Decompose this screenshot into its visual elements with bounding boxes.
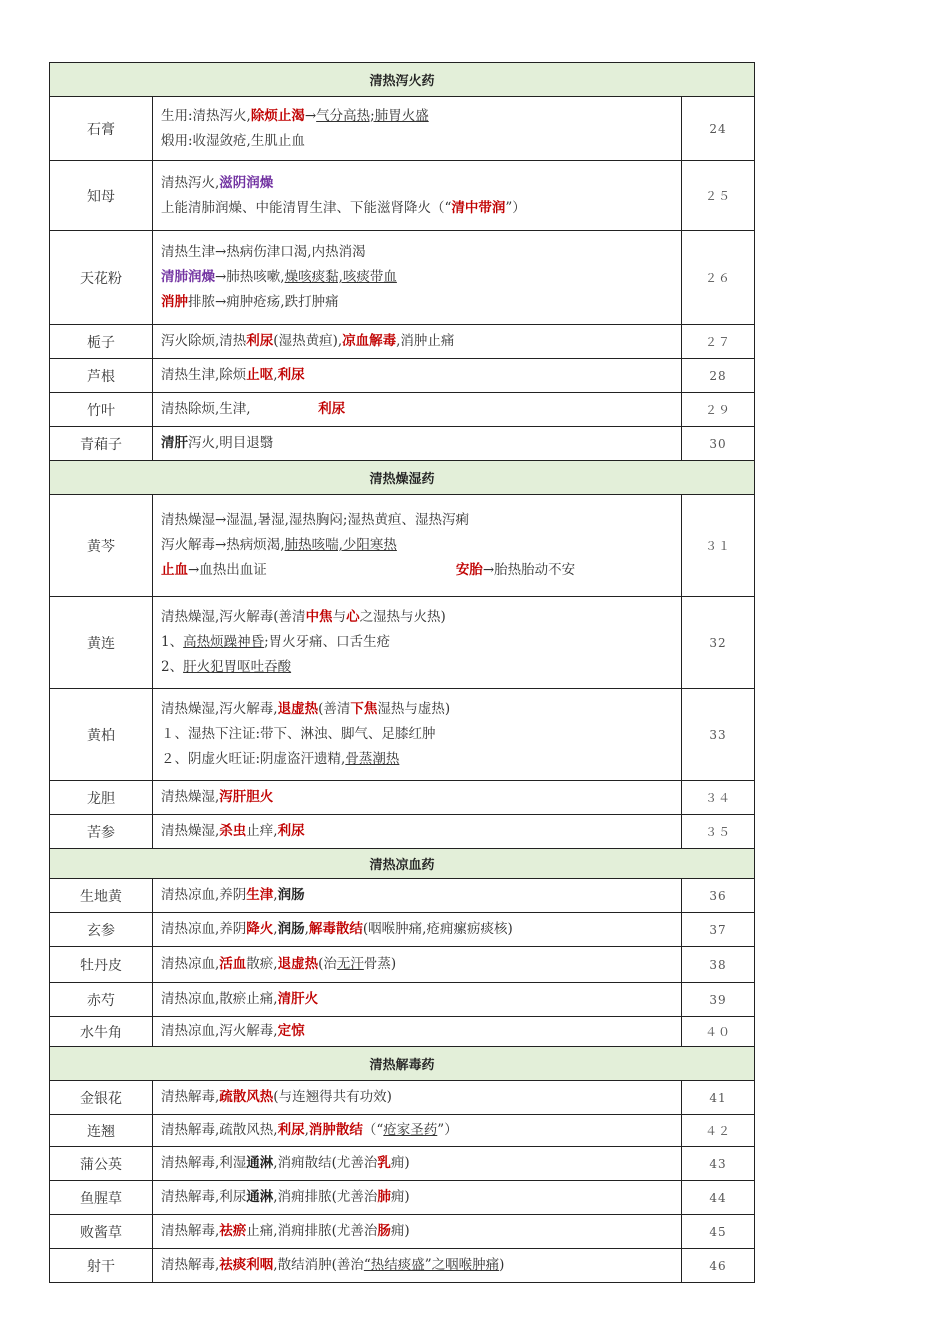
text-segment: ,散结消肿(善治 xyxy=(273,1257,364,1273)
herb-description xyxy=(153,913,682,947)
text-segment: （“ xyxy=(362,1122,384,1138)
highlight-text: 解毒散结 xyxy=(308,921,363,937)
text-segment: 清热解毒,利尿 xyxy=(161,1189,247,1205)
highlight-text: 祛痰利咽 xyxy=(219,1257,274,1273)
page-number: ４２ xyxy=(682,1115,755,1147)
text-segment: 润肠 xyxy=(277,887,305,903)
text-segment: ,消痈排脓(尤善治 xyxy=(273,1189,378,1205)
text-segment: , xyxy=(273,367,278,383)
herb-row xyxy=(50,427,755,461)
description-line xyxy=(161,1019,673,1044)
highlight-text: 降火 xyxy=(246,921,274,937)
herb-row xyxy=(50,97,755,161)
herb-description xyxy=(153,1215,682,1249)
text-segment: 痈) xyxy=(390,1155,410,1171)
herb-description xyxy=(153,1249,682,1283)
text-segment: 上能清肺润燥、中能清胃生津、下能滋肾降火（“ xyxy=(161,199,452,216)
herb-description xyxy=(153,1147,682,1181)
text-segment: 骨蒸) xyxy=(363,956,397,972)
highlight-text: 除烦止渴 xyxy=(250,107,305,124)
page-number: ２９ xyxy=(682,393,755,427)
page-number: ３１ xyxy=(682,495,755,597)
underlined-text: 肝火犯胃呕吐吞酸 xyxy=(183,659,292,675)
page-number: ２６ xyxy=(682,231,755,325)
herb-name: 青葙子 xyxy=(50,427,153,461)
page-number: 32 xyxy=(682,597,755,689)
section-header xyxy=(50,1047,755,1081)
page-number: 41 xyxy=(682,1081,755,1115)
herb-row xyxy=(50,1215,755,1249)
herb-name: 黄芩 xyxy=(50,495,153,597)
herb-row xyxy=(50,393,755,427)
highlight-text: 利尿 xyxy=(246,333,274,349)
herb-description xyxy=(153,879,682,913)
text-segment: 清热泻火, xyxy=(161,174,220,191)
text-segment: 止痒, xyxy=(246,823,278,839)
herb-description xyxy=(153,97,682,161)
page-number: ４０ xyxy=(682,1017,755,1047)
description-line xyxy=(161,104,673,129)
description-line xyxy=(161,290,673,315)
text-segment: 清热燥湿, xyxy=(161,823,220,839)
description-line xyxy=(161,697,673,722)
herb-description xyxy=(153,393,682,427)
herb-row xyxy=(50,815,755,849)
description-line xyxy=(161,722,673,747)
highlight-text: 凉血解毒 xyxy=(342,333,397,349)
herb-row xyxy=(50,1181,755,1215)
page-number: 39 xyxy=(682,983,755,1017)
herb-row xyxy=(50,1249,755,1283)
underlined-text: 骨蒸潮热 xyxy=(345,751,400,767)
text-segment: , xyxy=(304,1122,309,1138)
highlight-text: 利尿 xyxy=(277,367,305,383)
herb-row xyxy=(50,231,755,325)
page-number: ２７ xyxy=(682,325,755,359)
herb-row xyxy=(50,879,755,913)
description-line xyxy=(161,987,673,1012)
text-segment: →胎热胎动不安 xyxy=(482,562,576,578)
description-line xyxy=(161,508,673,533)
page-number: 43 xyxy=(682,1147,755,1181)
description-line xyxy=(161,1253,673,1278)
section-title: 清热解毒药 xyxy=(50,1047,755,1081)
herb-row xyxy=(50,1081,755,1115)
underlined-text: 肺热咳喘,少阳寒热 xyxy=(284,537,397,553)
text-segment: →肺热咳嗽, xyxy=(215,269,285,285)
highlight-text: 乳 xyxy=(377,1155,391,1171)
herb-name: 竹叶 xyxy=(50,393,153,427)
page-number: ３５ xyxy=(682,815,755,849)
description-line xyxy=(161,1118,673,1143)
highlight-text: 退虚热 xyxy=(277,956,319,972)
highlight-text: 下焦 xyxy=(350,701,378,717)
text-segment: 清热解毒,利湿 xyxy=(161,1155,247,1171)
text-segment: 清肝 xyxy=(161,435,188,451)
description-line xyxy=(161,819,673,844)
herb-description xyxy=(153,815,682,849)
highlight-text: 泻肝胆火 xyxy=(219,789,274,805)
herb-description xyxy=(153,597,682,689)
text-segment: ,消痈散结(尤善治 xyxy=(273,1155,378,1171)
description-line xyxy=(161,1085,673,1110)
page-number: 46 xyxy=(682,1249,755,1283)
text-segment: ２、阴虚火旺证:阴虚盗汗遗精, xyxy=(161,751,346,767)
text-segment: (咽喉肿痛,疮痈瘰疬痰核) xyxy=(362,921,513,937)
herb-name: 黄柏 xyxy=(50,689,153,781)
section-header xyxy=(50,461,755,495)
herb-description xyxy=(153,947,682,983)
text-segment: (治 xyxy=(318,956,337,972)
herb-row xyxy=(50,1017,755,1047)
herb-description xyxy=(153,1017,682,1047)
page-number: 44 xyxy=(682,1181,755,1215)
herb-name: 苦参 xyxy=(50,815,153,849)
herb-name: 栀子 xyxy=(50,325,153,359)
highlight-text: 心 xyxy=(346,609,360,625)
description-line xyxy=(161,363,673,388)
page-number: ３４ xyxy=(682,781,755,815)
herb-table xyxy=(49,62,755,1283)
text-segment: (善清 xyxy=(318,701,351,717)
section-title: 清热泻火药 xyxy=(50,63,755,97)
text-segment: ”） xyxy=(505,199,526,216)
herb-name: 牡丹皮 xyxy=(50,947,153,983)
description-line xyxy=(161,1151,673,1176)
page-number: 36 xyxy=(682,879,755,913)
highlight-text: 定惊 xyxy=(277,1023,305,1039)
text-segment: 清热凉血,散瘀止痛, xyxy=(161,991,278,1007)
text-segment: →血热出血证 xyxy=(188,562,456,578)
herb-name: 连翘 xyxy=(50,1115,153,1147)
text-segment: 之湿热与火热) xyxy=(359,609,446,625)
text-segment: 痈) xyxy=(390,1223,410,1239)
herb-row xyxy=(50,325,755,359)
description-line xyxy=(161,533,673,558)
highlight-text: 消肿散结 xyxy=(308,1122,363,1138)
text-segment: 清热解毒, xyxy=(161,1089,220,1105)
herb-name: 赤芍 xyxy=(50,983,153,1017)
herb-description xyxy=(153,1181,682,1215)
description-line xyxy=(161,630,673,655)
description-line xyxy=(161,1185,673,1210)
text-segment: ”） xyxy=(437,1122,458,1138)
text-segment: 清热解毒, xyxy=(161,1257,220,1273)
herb-description xyxy=(153,689,682,781)
text-segment: 清热凉血, xyxy=(161,956,220,972)
underlined-text: “热结痰盛”之咽喉肿痛 xyxy=(363,1257,500,1273)
herb-name: 龙胆 xyxy=(50,781,153,815)
text-segment: 清热除烦,生津, xyxy=(161,401,319,417)
herb-description xyxy=(153,359,682,393)
highlight-text: 生津 xyxy=(246,887,274,903)
description-line xyxy=(161,240,673,265)
description-line xyxy=(161,171,673,196)
text-segment: 清热凉血,养阴 xyxy=(161,921,247,937)
description-line xyxy=(161,605,673,630)
herb-row xyxy=(50,983,755,1017)
text-segment: 清热解毒,疏散风热, xyxy=(161,1122,278,1138)
herb-name: 玄参 xyxy=(50,913,153,947)
herb-name: 知母 xyxy=(50,161,153,231)
herb-name: 鱼腥草 xyxy=(50,1181,153,1215)
text-segment: , xyxy=(273,887,278,903)
text-segment: 通淋 xyxy=(246,1155,274,1171)
page-number: 45 xyxy=(682,1215,755,1249)
text-segment: 生用:清热泻火, xyxy=(161,107,251,124)
text-segment: 清热燥湿→湿温,暑湿,湿热胸闷;湿热黄疸、湿热泻痢 xyxy=(161,512,469,528)
highlight-text: 止血 xyxy=(161,562,188,578)
herb-name: 射干 xyxy=(50,1249,153,1283)
highlight-text: 杀虫 xyxy=(219,823,247,839)
text-segment: 湿热与虚热) xyxy=(377,701,451,717)
text-segment: 煅用:收湿敛疮,生肌止血 xyxy=(161,132,305,149)
herb-row xyxy=(50,597,755,689)
herb-description xyxy=(153,325,682,359)
herb-description xyxy=(153,495,682,597)
herb-row xyxy=(50,161,755,231)
page-number: 24 xyxy=(682,97,755,161)
herb-description xyxy=(153,983,682,1017)
highlight-text: 肺 xyxy=(377,1189,391,1205)
herb-name: 金银花 xyxy=(50,1081,153,1115)
herb-row xyxy=(50,359,755,393)
page-number: 30 xyxy=(682,427,755,461)
herb-description xyxy=(153,1115,682,1147)
herb-name: 芦根 xyxy=(50,359,153,393)
herb-description xyxy=(153,1081,682,1115)
text-segment: 清热凉血,泻火解毒, xyxy=(161,1023,278,1039)
text-segment: 泻火,明目退翳 xyxy=(188,435,274,451)
text-segment: 泻火解毒→热病烦渴, xyxy=(161,537,285,553)
herb-description xyxy=(153,231,682,325)
description-line xyxy=(161,747,673,772)
underlined-text: 疮家圣药 xyxy=(383,1122,438,1138)
page-number: ２５ xyxy=(682,161,755,231)
text-segment: 清热燥湿,泻火解毒(善清 xyxy=(161,609,306,625)
page-number: 33 xyxy=(682,689,755,781)
highlight-text: 清肝火 xyxy=(277,991,319,1007)
text-segment: 清热凉血,养阴 xyxy=(161,887,247,903)
herb-description xyxy=(153,781,682,815)
highlight-text: 消肿 xyxy=(161,294,188,310)
underlined-text: 燥咳痰黏,咳痰带血 xyxy=(284,269,397,285)
herb-name: 败酱草 xyxy=(50,1215,153,1249)
text-segment: 清热燥湿, xyxy=(161,789,220,805)
text-segment: 清热燥湿,泻火解毒, xyxy=(161,701,278,717)
description-line xyxy=(161,1219,673,1244)
page-number: 38 xyxy=(682,947,755,983)
highlight-text: 清中带润 xyxy=(451,199,506,216)
text-segment: (湿热黄疸), xyxy=(273,333,343,349)
highlight-text: 疏散风热 xyxy=(219,1089,274,1105)
highlight-text: 利尿 xyxy=(277,1122,305,1138)
section-header xyxy=(50,849,755,879)
text-segment: 止痛,消痈排脓(尤善治 xyxy=(246,1223,378,1239)
page-number: 37 xyxy=(682,913,755,947)
herb-row xyxy=(50,689,755,781)
section-header xyxy=(50,63,755,97)
text-segment: 泻火除烦,清热 xyxy=(161,333,247,349)
highlight-text: 利尿 xyxy=(277,823,305,839)
text-segment: 通淋 xyxy=(246,1189,274,1205)
highlight-text: 利尿 xyxy=(318,401,346,417)
text-segment: １、湿热下注证:带下、淋浊、脚气、足膝红肿 xyxy=(161,726,436,742)
highlight-text: 退虚热 xyxy=(277,701,319,717)
text-segment: ) xyxy=(499,1257,505,1273)
herb-row xyxy=(50,947,755,983)
highlight-text: 止呕 xyxy=(246,367,274,383)
herb-description xyxy=(153,427,682,461)
herb-row xyxy=(50,913,755,947)
description-line xyxy=(161,129,673,154)
text-segment: 清肺润燥 xyxy=(161,269,215,285)
text-segment: , xyxy=(304,921,309,937)
description-line xyxy=(161,196,673,221)
description-line xyxy=(161,917,673,942)
text-segment: , xyxy=(273,921,278,937)
herb-name: 天花粉 xyxy=(50,231,153,325)
text-segment: ;胃火牙痛、口舌生疮 xyxy=(264,634,391,650)
description-line xyxy=(161,655,673,680)
description-line xyxy=(161,952,673,977)
highlight-text: 祛瘀 xyxy=(219,1223,247,1239)
description-line xyxy=(161,265,673,290)
section-title: 清热凉血药 xyxy=(50,849,755,879)
underlined-text: 气分高热;肺胃火盛 xyxy=(316,107,429,124)
highlight-text: 肠 xyxy=(377,1223,391,1239)
description-line xyxy=(161,883,673,908)
text-segment: 痈) xyxy=(390,1189,410,1205)
underlined-text: 高热烦躁神昏 xyxy=(183,634,265,650)
text-segment: 排脓→痈肿疮疡,跌打肿痛 xyxy=(188,294,339,310)
herb-row xyxy=(50,1115,755,1147)
page-number: 28 xyxy=(682,359,755,393)
highlight-text: 活血 xyxy=(219,956,247,972)
text-segment: 润肠 xyxy=(277,921,305,937)
herb-description xyxy=(153,161,682,231)
text-segment: 清热生津,除烦 xyxy=(161,367,247,383)
herb-name: 黄连 xyxy=(50,597,153,689)
herb-name: 石膏 xyxy=(50,97,153,161)
section-title: 清热燥湿药 xyxy=(50,461,755,495)
text-segment: (与连翘得共有功效) xyxy=(273,1089,392,1105)
description-line xyxy=(161,431,673,456)
text-segment: 清热生津→热病伤津口渴,内热消渴 xyxy=(161,244,366,260)
herb-row xyxy=(50,495,755,597)
text-segment: 1、 xyxy=(161,634,184,650)
text-segment: 散瘀, xyxy=(246,956,278,972)
description-line xyxy=(161,558,673,583)
text-segment: 2、 xyxy=(161,659,184,675)
herb-name: 生地黄 xyxy=(50,879,153,913)
underlined-text: 无汗 xyxy=(336,956,364,972)
herb-name: 蒲公英 xyxy=(50,1147,153,1181)
herb-name: 水牛角 xyxy=(50,1017,153,1047)
text-segment: 滋阴润燥 xyxy=(219,174,274,191)
herb-row xyxy=(50,781,755,815)
description-line xyxy=(161,329,673,354)
herb-row xyxy=(50,1147,755,1181)
highlight-text: 中焦 xyxy=(305,609,333,625)
text-segment: 与 xyxy=(332,609,347,625)
description-line xyxy=(161,397,673,422)
text-segment: → xyxy=(304,107,317,124)
description-line xyxy=(161,785,673,810)
text-segment: ,消肿止痛 xyxy=(396,333,455,349)
text-segment: 清热解毒, xyxy=(161,1223,220,1239)
highlight-text: 安胎 xyxy=(455,562,483,578)
